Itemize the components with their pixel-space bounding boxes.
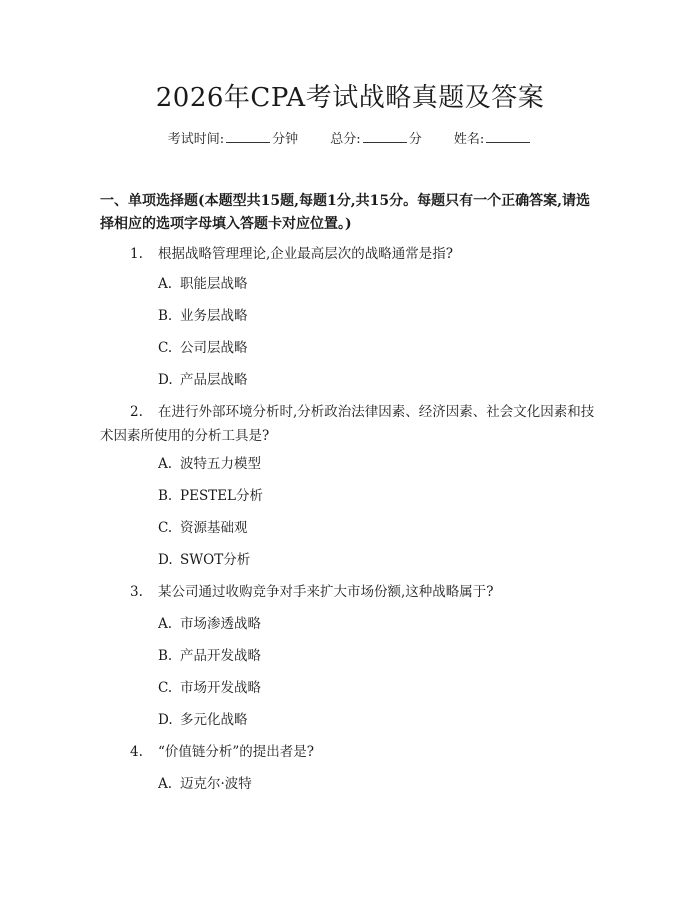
exam-time-blank	[226, 130, 270, 143]
question-3	[100, 580, 600, 604]
option-text: 多元化战略	[180, 712, 248, 728]
total-score-blank	[363, 130, 407, 143]
student-name	[454, 132, 532, 147]
option-letter: D.	[158, 372, 173, 388]
option-text: 产品层战略	[180, 372, 248, 388]
option-letter: C.	[158, 340, 173, 356]
exam-time-unit: 分钟	[272, 132, 299, 147]
option-letter: D.	[158, 552, 173, 568]
page-title: 2026年CPA考试战略真题及答案	[155, 83, 545, 113]
exam-meta	[0, 130, 700, 150]
option-3c	[158, 678, 261, 698]
question-number: 1.	[130, 246, 143, 262]
question-text: 根据战略管理理论,企业最高层次的战略通常是指?	[158, 246, 454, 262]
option-1b	[158, 306, 248, 326]
option-2d	[158, 550, 250, 570]
option-letter: A.	[158, 616, 173, 632]
option-text: 资源基础观	[180, 520, 248, 536]
option-3a	[158, 614, 261, 634]
option-letter: A.	[158, 776, 173, 792]
option-1d	[158, 370, 248, 390]
question-number: 2.	[130, 404, 143, 420]
option-text: 市场开发战略	[180, 680, 261, 696]
option-letter: B.	[158, 648, 173, 664]
option-2a	[158, 454, 261, 474]
question-text: “价值链分析”的提出者是?	[158, 744, 315, 760]
option-text: SWOT分析	[180, 552, 251, 568]
question-4	[100, 740, 600, 764]
option-4a	[158, 774, 252, 794]
option-3b	[158, 646, 261, 666]
option-letter: D.	[158, 712, 173, 728]
option-text: 迈克尔·波特	[180, 776, 252, 792]
student-name-label: 姓名:	[453, 132, 485, 147]
question-number: 3.	[130, 584, 143, 600]
exam-time-label: 考试时间:	[167, 132, 225, 147]
option-text: 产品开发战略	[180, 648, 261, 664]
option-letter: C.	[158, 520, 173, 536]
option-text: 职能层战略	[180, 276, 248, 292]
option-text: 公司层战略	[180, 340, 248, 356]
option-text: PESTEL分析	[180, 488, 264, 504]
exam-time	[168, 132, 303, 147]
option-3d	[158, 710, 248, 730]
total-score	[330, 132, 426, 147]
total-score-unit: 分	[408, 132, 422, 147]
total-score-label: 总分:	[330, 132, 361, 147]
option-letter: A.	[158, 276, 173, 292]
question-2	[100, 400, 600, 448]
option-text: 波特五力模型	[180, 456, 261, 472]
option-2c	[158, 518, 248, 538]
question-1	[100, 242, 600, 266]
option-1a	[158, 274, 248, 294]
option-2b	[158, 486, 263, 506]
question-text: 在进行外部环境分析时,分析政治法律因素、经济因素、社会文化因素和技术因素所使用的分析工具是?	[100, 404, 595, 444]
question-text: 某公司通过收购竞争对手来扩大市场份额,这种战略属于?	[158, 584, 494, 600]
option-text: 市场渗透战略	[180, 616, 261, 632]
option-text: 业务层战略	[180, 308, 248, 324]
option-1c	[158, 338, 248, 358]
option-letter: B.	[158, 488, 173, 504]
student-name-blank	[486, 130, 530, 143]
option-letter: B.	[158, 308, 173, 324]
option-letter: C.	[158, 680, 173, 696]
option-letter: A.	[158, 456, 173, 472]
question-number: 4.	[130, 744, 143, 760]
section-heading: 一、单项选择题(本题型共15题,每题1分,共15分。每题只有一个正确答案,请选择相应的选项字母填入答题卡对应位置。)	[100, 193, 590, 232]
